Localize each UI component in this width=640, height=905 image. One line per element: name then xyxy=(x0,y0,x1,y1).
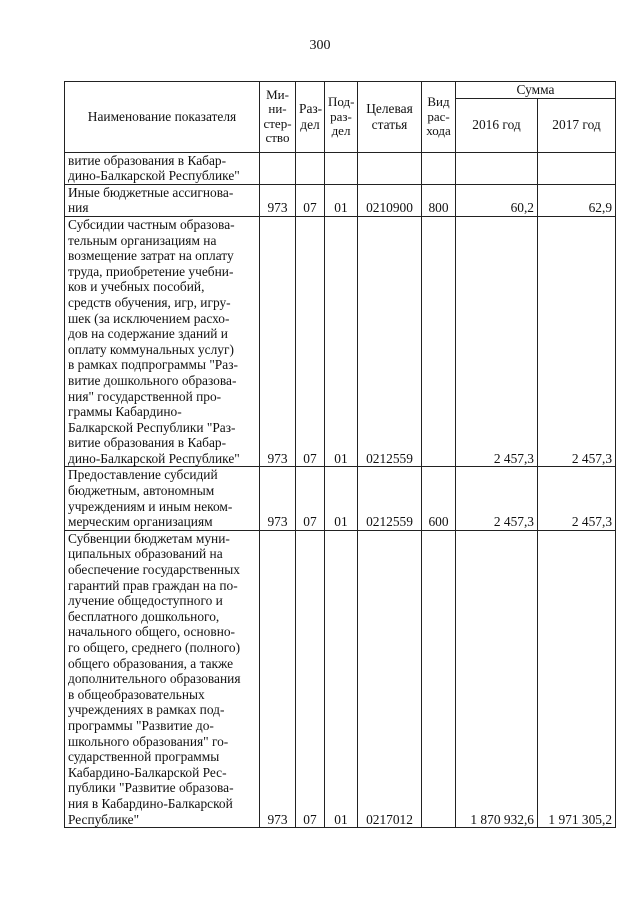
row-name: Иные бюджетные ассигнова- ния xyxy=(65,184,260,216)
row-name: Субвенции бюджетам муни- ципальных образований на обеспечение государственных гарантий прав граждан на по- лучение общедоступного и бесплатного дошкольного, начального общего, основно- го общего, среднего (полного) общего образования, а также дополнительного образования в общеобразовательных учреждениях в рамках под- программы "Развитие до- школьного образования" го- сударственной программы Кабардино-Балкарской Рес- публики "Развитие образова- ния в Кабардино-Балкарской Республике" xyxy=(65,530,260,827)
table-row xyxy=(65,530,616,827)
row-section: 07 xyxy=(296,530,325,827)
row-expense-type: 800 xyxy=(422,184,456,216)
row-sum-2017: 1 971 305,2 xyxy=(538,530,616,827)
row-name: Субсидии частным образова- тельным организациям на возмещение затрат на оплату труда, приобретение учебни- ков и учебных пособий, средств обучения, игр, игру- шек (за исключением расхо- дов на содержание зданий и оплату коммунальных услуг) в рамках подпрограммы "Раз- витие дошкольного образова- ния" государственной про- граммы Кабардино- Балкарской Республики "Раз- витие образования в Кабар- дино-Балкарской Республике" xyxy=(65,216,260,467)
row-sum-2017: 2 457,3 xyxy=(538,216,616,467)
header-name: Наименование показателя xyxy=(65,82,260,153)
table-body xyxy=(65,152,616,828)
row-section: 07 xyxy=(296,184,325,216)
row-subsection: 01 xyxy=(325,184,358,216)
row-target-article: 0212559 xyxy=(358,467,422,530)
row-expense-type xyxy=(422,530,456,827)
row-target-article xyxy=(358,152,422,184)
row-ministry: 973 xyxy=(260,216,296,467)
header-ministry: Ми- ни- стер- ство xyxy=(260,82,296,153)
row-expense-type xyxy=(422,216,456,467)
row-ministry: 973 xyxy=(260,467,296,530)
row-subsection: 01 xyxy=(325,530,358,827)
budget-table xyxy=(64,81,616,828)
row-ministry: 973 xyxy=(260,184,296,216)
row-subsection: 01 xyxy=(325,216,358,467)
header-subsection: Под- раз- дел xyxy=(325,82,358,153)
row-sum-2016: 2 457,3 xyxy=(456,467,538,530)
row-sum-2016: 2 457,3 xyxy=(456,216,538,467)
row-target-article: 0212559 xyxy=(358,216,422,467)
row-target-article: 0217012 xyxy=(358,530,422,827)
row-expense-type: 600 xyxy=(422,467,456,530)
header-year-2016: 2016 год xyxy=(456,98,538,152)
row-expense-type xyxy=(422,152,456,184)
header-section: Раз- дел xyxy=(296,82,325,153)
row-name: витие образования в Кабар- дино-Балкарской Республике" xyxy=(65,152,260,184)
table-header xyxy=(65,82,616,153)
row-ministry: 973 xyxy=(260,530,296,827)
row-section: 07 xyxy=(296,467,325,530)
row-sum-2016: 60,2 xyxy=(456,184,538,216)
table-row xyxy=(65,467,616,530)
row-sum-2016 xyxy=(456,152,538,184)
header-year-2017: 2017 год xyxy=(538,98,616,152)
row-target-article: 0210900 xyxy=(358,184,422,216)
table-row xyxy=(65,216,616,467)
header-target-article: Целевая статья xyxy=(358,82,422,153)
row-sum-2017 xyxy=(538,152,616,184)
header-expense-type: Вид рас- хода xyxy=(422,82,456,153)
row-name: Предоставление субсидий бюджетным, автономным учреждениям и иным неком- мерческим организациям xyxy=(65,467,260,530)
row-section: 07 xyxy=(296,216,325,467)
table-row xyxy=(65,184,616,216)
row-sum-2017: 62,9 xyxy=(538,184,616,216)
table-row xyxy=(65,152,616,184)
row-ministry xyxy=(260,152,296,184)
row-section xyxy=(296,152,325,184)
row-subsection xyxy=(325,152,358,184)
row-sum-2016: 1 870 932,6 xyxy=(456,530,538,827)
header-sum: Сумма xyxy=(456,82,616,99)
row-subsection: 01 xyxy=(325,467,358,530)
row-sum-2017: 2 457,3 xyxy=(538,467,616,530)
page-number: 300 xyxy=(309,38,331,53)
